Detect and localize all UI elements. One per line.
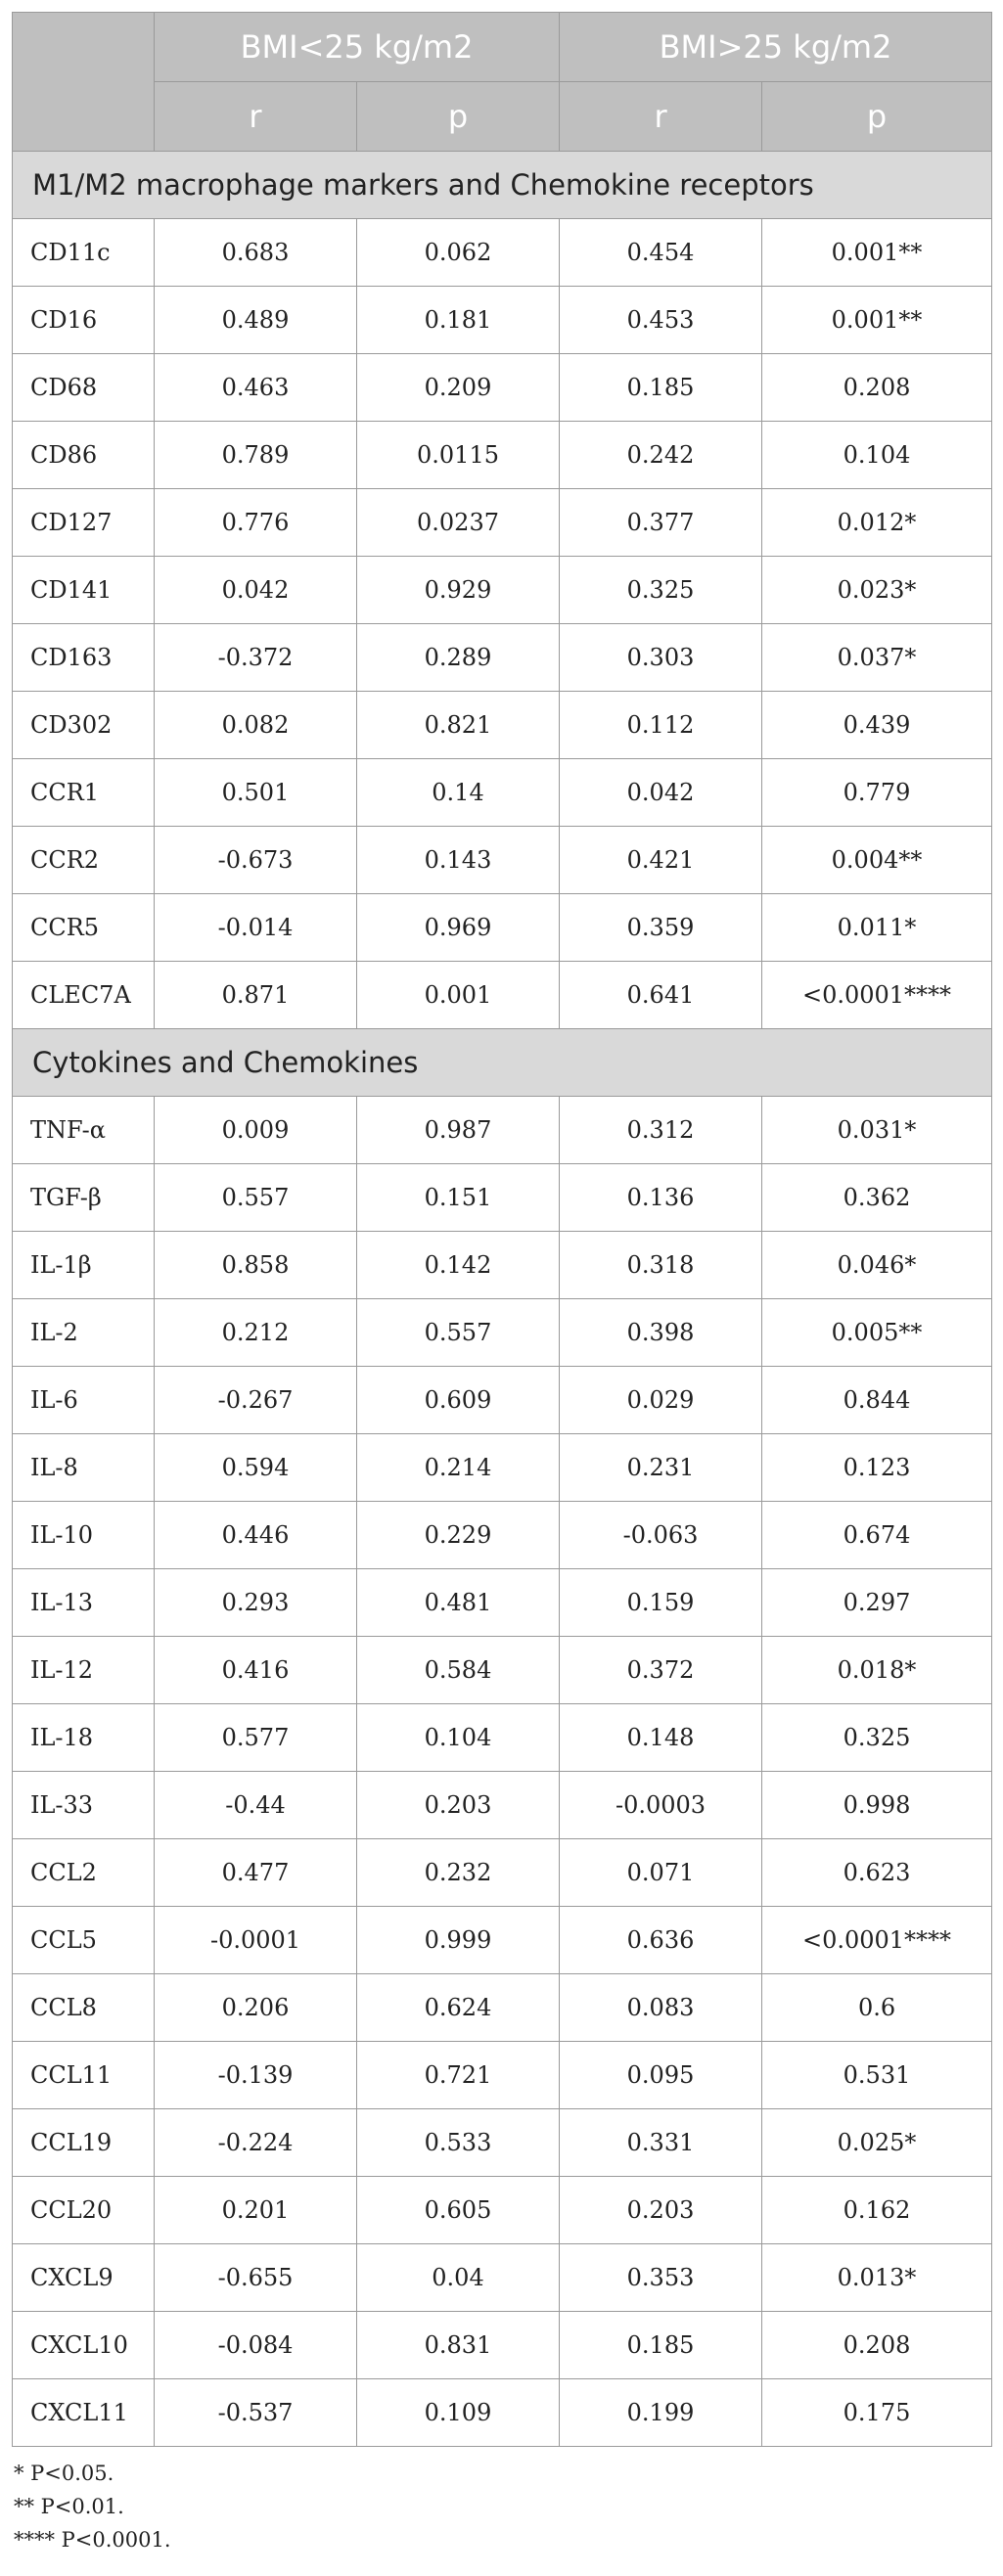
bmi-over-25-r: 0.095 (560, 2042, 762, 2109)
table-row (13, 489, 992, 557)
bmi-under-25-p: 0.209 (357, 354, 560, 422)
bmi-under-25-r: -0.44 (155, 1772, 357, 1839)
bmi-over-25-r: 0.325 (560, 557, 762, 624)
bmi-over-25-p: 0.998 (762, 1772, 992, 1839)
bmi-over-25-r: 0.398 (560, 1299, 762, 1367)
bmi-over-25-p: 0.123 (762, 1434, 992, 1502)
bmi-under-25-p: 0.557 (357, 1299, 560, 1367)
bmi-under-25-p: 0.143 (357, 827, 560, 894)
section-header-row (13, 152, 992, 219)
section-title: M1/M2 macrophage markers and Chemokine receptors (13, 152, 992, 219)
row-label: CCL20 (13, 2177, 155, 2244)
bmi-over-25-p: 0.031* (762, 1097, 992, 1164)
row-label: IL-13 (13, 1569, 155, 1637)
row-label: IL-12 (13, 1637, 155, 1704)
bmi-under-25-r: 0.683 (155, 219, 357, 287)
bmi-over-25-r: 0.029 (560, 1367, 762, 1434)
bmi-over-25-r: 0.042 (560, 759, 762, 827)
bmi-under-25-p: 0.289 (357, 624, 560, 692)
header-row-stats (13, 82, 992, 152)
bmi-over-25-p: 0.362 (762, 1164, 992, 1232)
row-label: CD11c (13, 219, 155, 287)
bmi-under-25-r: -0.139 (155, 2042, 357, 2109)
bmi-over-25-r: 0.231 (560, 1434, 762, 1502)
table-row (13, 692, 992, 759)
bmi-over-25-r: 0.083 (560, 1974, 762, 2042)
bmi-under-25-r: -0.673 (155, 827, 357, 894)
bmi-over-25-r: 0.303 (560, 624, 762, 692)
bmi-under-25-p: 0.533 (357, 2109, 560, 2177)
bmi-under-25-r: 0.557 (155, 1164, 357, 1232)
table-body (13, 152, 992, 2447)
bmi-under-25-r: -0.224 (155, 2109, 357, 2177)
bmi-over-25-p: 0.844 (762, 1367, 992, 1434)
header-r-2: r (560, 82, 762, 152)
bmi-under-25-p: 0.605 (357, 2177, 560, 2244)
bmi-under-25-r: 0.858 (155, 1232, 357, 1299)
bmi-over-25-p: 0.297 (762, 1569, 992, 1637)
row-label: CCR1 (13, 759, 155, 827)
row-label: CD16 (13, 287, 155, 354)
bmi-under-25-r: -0.372 (155, 624, 357, 692)
bmi-under-25-p: 0.987 (357, 1097, 560, 1164)
bmi-over-25-r: -0.063 (560, 1502, 762, 1569)
bmi-under-25-r: 0.212 (155, 1299, 357, 1367)
table-row (13, 2109, 992, 2177)
row-label: CCR2 (13, 827, 155, 894)
row-label: CCL8 (13, 1974, 155, 2042)
bmi-over-25-p: <0.0001**** (762, 1907, 992, 1974)
correlation-table-container (12, 12, 991, 2556)
bmi-over-25-p: 0.012* (762, 489, 992, 557)
bmi-under-25-r: 0.577 (155, 1704, 357, 1772)
bmi-over-25-p: 0.001** (762, 287, 992, 354)
row-label: TGF-β (13, 1164, 155, 1232)
bmi-over-25-r: 0.185 (560, 2312, 762, 2379)
footnote: **** P<0.0001. (14, 2528, 171, 2552)
bmi-under-25-r: 0.477 (155, 1839, 357, 1907)
bmi-over-25-p: 0.674 (762, 1502, 992, 1569)
row-label: IL-33 (13, 1772, 155, 1839)
bmi-over-25-r: 0.377 (560, 489, 762, 557)
bmi-over-25-p: 0.037* (762, 624, 992, 692)
table-row (13, 219, 992, 287)
bmi-under-25-r: 0.446 (155, 1502, 357, 1569)
bmi-under-25-r: 0.871 (155, 962, 357, 1029)
bmi-under-25-r: 0.082 (155, 692, 357, 759)
table-row (13, 1704, 992, 1772)
bmi-under-25-p: 0.0115 (357, 422, 560, 489)
table-row (13, 354, 992, 422)
bmi-under-25-p: 0.203 (357, 1772, 560, 1839)
bmi-over-25-p: 0.325 (762, 1704, 992, 1772)
footnote: * P<0.05. (14, 2462, 114, 2485)
row-label: CD141 (13, 557, 155, 624)
bmi-under-25-p: 0.062 (357, 219, 560, 287)
section-title: Cytokines and Chemokines (13, 1029, 992, 1097)
table-row (13, 2244, 992, 2312)
bmi-over-25-r: 0.071 (560, 1839, 762, 1907)
bmi-under-25-r: 0.416 (155, 1637, 357, 1704)
table-row (13, 1974, 992, 2042)
row-label: CD127 (13, 489, 155, 557)
bmi-over-25-p: 0.162 (762, 2177, 992, 2244)
row-label: CXCL10 (13, 2312, 155, 2379)
table-row (13, 287, 992, 354)
bmi-over-25-p: 0.623 (762, 1839, 992, 1907)
bmi-under-25-p: 0.001 (357, 962, 560, 1029)
bmi-under-25-r: -0.084 (155, 2312, 357, 2379)
row-label: CLEC7A (13, 962, 155, 1029)
footnotes (12, 2457, 991, 2556)
bmi-under-25-p: 0.14 (357, 759, 560, 827)
bmi-under-25-p: 0.481 (357, 1569, 560, 1637)
bmi-over-25-r: 0.242 (560, 422, 762, 489)
bmi-over-25-r: 0.636 (560, 1907, 762, 1974)
table-row (13, 2379, 992, 2447)
table-row (13, 1839, 992, 1907)
bmi-over-25-p: 0.001** (762, 219, 992, 287)
table-row (13, 1097, 992, 1164)
row-label: IL-2 (13, 1299, 155, 1367)
correlation-table (12, 12, 992, 2447)
row-label: CXCL9 (13, 2244, 155, 2312)
header-p-2: p (762, 82, 992, 152)
bmi-over-25-r: 0.159 (560, 1569, 762, 1637)
bmi-over-25-p: 0.104 (762, 422, 992, 489)
section-header-row (13, 1029, 992, 1097)
row-label: IL-6 (13, 1367, 155, 1434)
table-row (13, 1637, 992, 1704)
bmi-under-25-p: 0.721 (357, 2042, 560, 2109)
table-row (13, 1907, 992, 1974)
row-label: CCL2 (13, 1839, 155, 1907)
bmi-under-25-p: 0.584 (357, 1637, 560, 1704)
bmi-over-25-p: 0.779 (762, 759, 992, 827)
bmi-over-25-r: 0.312 (560, 1097, 762, 1164)
footnote: ** P<0.01. (14, 2495, 124, 2518)
bmi-under-25-r: -0.014 (155, 894, 357, 962)
bmi-over-25-r: 0.112 (560, 692, 762, 759)
table-row (13, 1299, 992, 1367)
bmi-over-25-p: 0.023* (762, 557, 992, 624)
bmi-under-25-p: 0.821 (357, 692, 560, 759)
bmi-under-25-r: 0.009 (155, 1097, 357, 1164)
bmi-over-25-r: 0.454 (560, 219, 762, 287)
bmi-over-25-r: 0.331 (560, 2109, 762, 2177)
bmi-under-25-p: 0.999 (357, 1907, 560, 1974)
table-row (13, 624, 992, 692)
bmi-under-25-p: 0.181 (357, 287, 560, 354)
bmi-over-25-p: 0.018* (762, 1637, 992, 1704)
bmi-over-25-r: 0.136 (560, 1164, 762, 1232)
bmi-over-25-r: 0.641 (560, 962, 762, 1029)
row-label: CXCL11 (13, 2379, 155, 2447)
bmi-over-25-r: 0.148 (560, 1704, 762, 1772)
bmi-over-25-r: 0.203 (560, 2177, 762, 2244)
bmi-under-25-p: 0.109 (357, 2379, 560, 2447)
bmi-under-25-r: 0.463 (155, 354, 357, 422)
bmi-over-25-p: 0.011* (762, 894, 992, 962)
bmi-over-25-p: 0.004** (762, 827, 992, 894)
row-label: IL-8 (13, 1434, 155, 1502)
bmi-under-25-r: 0.789 (155, 422, 357, 489)
header-group-bmi-under-25: BMI<25 kg/m2 (155, 13, 560, 82)
table-row (13, 759, 992, 827)
table-row (13, 1434, 992, 1502)
header-r-1: r (155, 82, 357, 152)
table-row (13, 894, 992, 962)
bmi-under-25-p: 0.232 (357, 1839, 560, 1907)
row-label: IL-18 (13, 1704, 155, 1772)
table-row (13, 1367, 992, 1434)
table-row (13, 422, 992, 489)
bmi-under-25-r: 0.042 (155, 557, 357, 624)
row-label: CD163 (13, 624, 155, 692)
table-row (13, 1164, 992, 1232)
bmi-under-25-r: 0.776 (155, 489, 357, 557)
row-label: TNF-α (13, 1097, 155, 1164)
table-row (13, 1232, 992, 1299)
bmi-over-25-r: 0.185 (560, 354, 762, 422)
bmi-under-25-p: 0.04 (357, 2244, 560, 2312)
bmi-under-25-r: 0.501 (155, 759, 357, 827)
table-row (13, 2177, 992, 2244)
bmi-over-25-p: 0.6 (762, 1974, 992, 2042)
table-row (13, 827, 992, 894)
row-label: CD68 (13, 354, 155, 422)
bmi-under-25-r: 0.594 (155, 1434, 357, 1502)
bmi-under-25-r: 0.293 (155, 1569, 357, 1637)
row-label: CCL5 (13, 1907, 155, 1974)
bmi-over-25-r: 0.421 (560, 827, 762, 894)
bmi-over-25-p: 0.025* (762, 2109, 992, 2177)
header-blank-cell (13, 13, 155, 152)
bmi-over-25-r: 0.359 (560, 894, 762, 962)
bmi-over-25-p: 0.208 (762, 354, 992, 422)
bmi-over-25-p: 0.439 (762, 692, 992, 759)
table-row (13, 1569, 992, 1637)
bmi-under-25-p: 0.104 (357, 1704, 560, 1772)
row-label: CD86 (13, 422, 155, 489)
header-p-1: p (357, 82, 560, 152)
bmi-under-25-p: 0.929 (357, 557, 560, 624)
bmi-under-25-r: 0.489 (155, 287, 357, 354)
bmi-under-25-r: 0.201 (155, 2177, 357, 2244)
table-row (13, 557, 992, 624)
bmi-under-25-p: 0.831 (357, 2312, 560, 2379)
bmi-over-25-p: 0.013* (762, 2244, 992, 2312)
header-row-groups (13, 13, 992, 82)
bmi-under-25-p: 0.969 (357, 894, 560, 962)
bmi-over-25-r: 0.372 (560, 1637, 762, 1704)
table-row (13, 2042, 992, 2109)
bmi-under-25-p: 0.142 (357, 1232, 560, 1299)
row-label: CCL11 (13, 2042, 155, 2109)
table-row (13, 1502, 992, 1569)
bmi-over-25-p: 0.531 (762, 2042, 992, 2109)
bmi-over-25-p: 0.005** (762, 1299, 992, 1367)
row-label: CCL19 (13, 2109, 155, 2177)
bmi-over-25-p: <0.0001**** (762, 962, 992, 1029)
bmi-over-25-r: -0.0003 (560, 1772, 762, 1839)
row-label: IL-10 (13, 1502, 155, 1569)
bmi-over-25-r: 0.453 (560, 287, 762, 354)
row-label: CD302 (13, 692, 155, 759)
table-row (13, 1772, 992, 1839)
bmi-over-25-r: 0.199 (560, 2379, 762, 2447)
bmi-under-25-p: 0.151 (357, 1164, 560, 1232)
bmi-under-25-p: 0.229 (357, 1502, 560, 1569)
table-row (13, 962, 992, 1029)
bmi-under-25-p: 0.624 (357, 1974, 560, 2042)
table-row (13, 2312, 992, 2379)
bmi-under-25-r: -0.267 (155, 1367, 357, 1434)
bmi-under-25-r: -0.537 (155, 2379, 357, 2447)
bmi-over-25-p: 0.175 (762, 2379, 992, 2447)
bmi-over-25-p: 0.208 (762, 2312, 992, 2379)
bmi-over-25-r: 0.318 (560, 1232, 762, 1299)
bmi-under-25-p: 0.609 (357, 1367, 560, 1434)
row-label: IL-1β (13, 1232, 155, 1299)
bmi-over-25-p: 0.046* (762, 1232, 992, 1299)
bmi-under-25-r: 0.206 (155, 1974, 357, 2042)
bmi-under-25-r: -0.655 (155, 2244, 357, 2312)
bmi-under-25-p: 0.214 (357, 1434, 560, 1502)
row-label: CCR5 (13, 894, 155, 962)
header-group-bmi-over-25: BMI>25 kg/m2 (560, 13, 992, 82)
bmi-over-25-r: 0.353 (560, 2244, 762, 2312)
bmi-under-25-r: -0.0001 (155, 1907, 357, 1974)
bmi-under-25-p: 0.0237 (357, 489, 560, 557)
